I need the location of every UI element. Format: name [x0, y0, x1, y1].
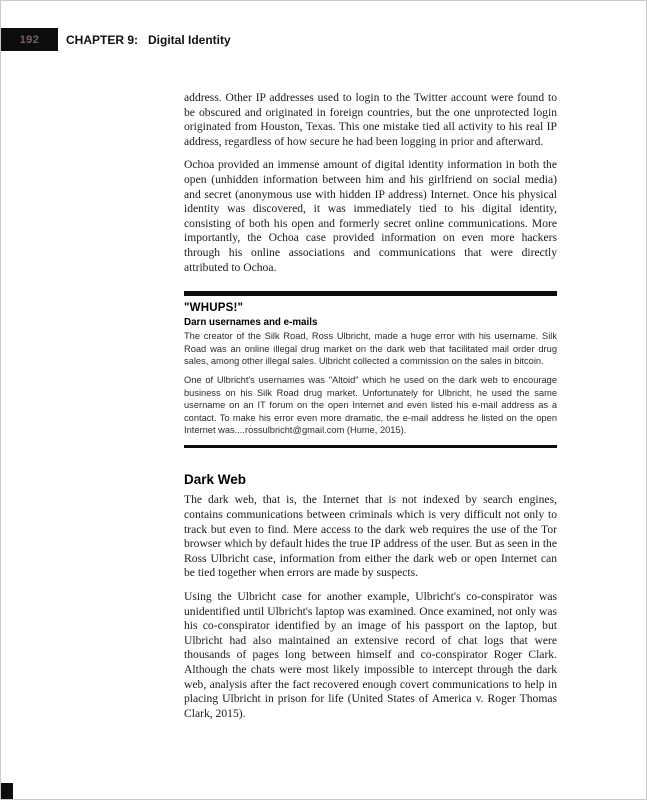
sidebar-paragraph: One of Ulbricht's usernames was "Altoid" which he used on the dark web to encourage business on his Silk Road drug market. Unfortunately for Ulbricht, he used the same username on an IT forum on the open Internet and even listed his e-mail address as a contact. To make his error even more dramatic, the e-mail address he listed on the open Internet was....rossulbricht@gmail.com (Hume, 2015).: [184, 375, 557, 435]
sidebar-subtitle: Darn usernames and e-mails: [184, 317, 318, 329]
page-number: 192: [19, 33, 40, 46]
body-paragraph: Ochoa provided an immense amount of digital identity information in both the open (unhidden information between him and his girlfriend on social media) and secret (anonymous use with hidden IP address) Internet. Once his physical identity was discovered, it was immediately tied to his digital identity, consisting of both his open and formerly secret online communications. More importantly, the Ochoa case provided information on even more hackers through his online associations and communications that were directly attributed to Ochoa.: [184, 158, 557, 274]
body-paragraph: Using the Ulbricht case for another example, Ulbricht's co-conspirator was unidentified until Ulbricht's laptop was examined. Once examined, not only was his co-conspirator identified by an image of his passport on the laptop, but Ulbricht had also maintained an extensive record of chat logs that were thousands of pages long between himself and co-conspirator Roger Clark. Although the chats were most likely impossible to intercept through the dark web, analysis after the fact recovered enough covert communications to help in placing Ulbricht in prison for life (United States of America v. Roger Thomas Clark, 2015).: [184, 589, 557, 720]
corner-mark: [1, 783, 13, 799]
running-head: [1, 28, 646, 51]
sidebar-title: "WHUPS!": [184, 302, 244, 315]
chapter-title: Digital Identity: [148, 32, 231, 47]
chapter-label: CHAPTER 9:: [66, 32, 139, 47]
body-paragraph: address. Other IP addresses used to login to the Twitter account were found to be obscured and originated in foreign countries, but the one unprotected login originated from Houston, Texas. This one mistake tied all activity to his real IP address, regardless of how secure he had been logging in prior and afterward.: [184, 91, 557, 148]
sidebar-paragraph: The creator of the Silk Road, Ross Ulbricht, made a huge error with his username. Silk Road was an online illegal drug market on the dark web that facilitated mail order drug sales, among other illegal sales. Ulbricht collected a commission on the sales in bitcoin.: [184, 331, 557, 366]
chapter-heading: [66, 33, 231, 47]
text-column: [184, 91, 557, 730]
sidebar-box: [184, 291, 557, 448]
page-number-tab: [1, 28, 58, 51]
section-heading: Dark Web: [184, 472, 247, 488]
body-paragraph: The dark web, that is, the Internet that is not indexed by search engines, contains communications between criminals which is very difficult not only to track but even to find. Mere access to the dark web requires the use of the Tor browser which by default hides the true IP address of the user. But as seen in the Ross Ulbricht case, information from either the dark web or open Internet can be tied together when errors are made by suspects.: [184, 493, 557, 580]
